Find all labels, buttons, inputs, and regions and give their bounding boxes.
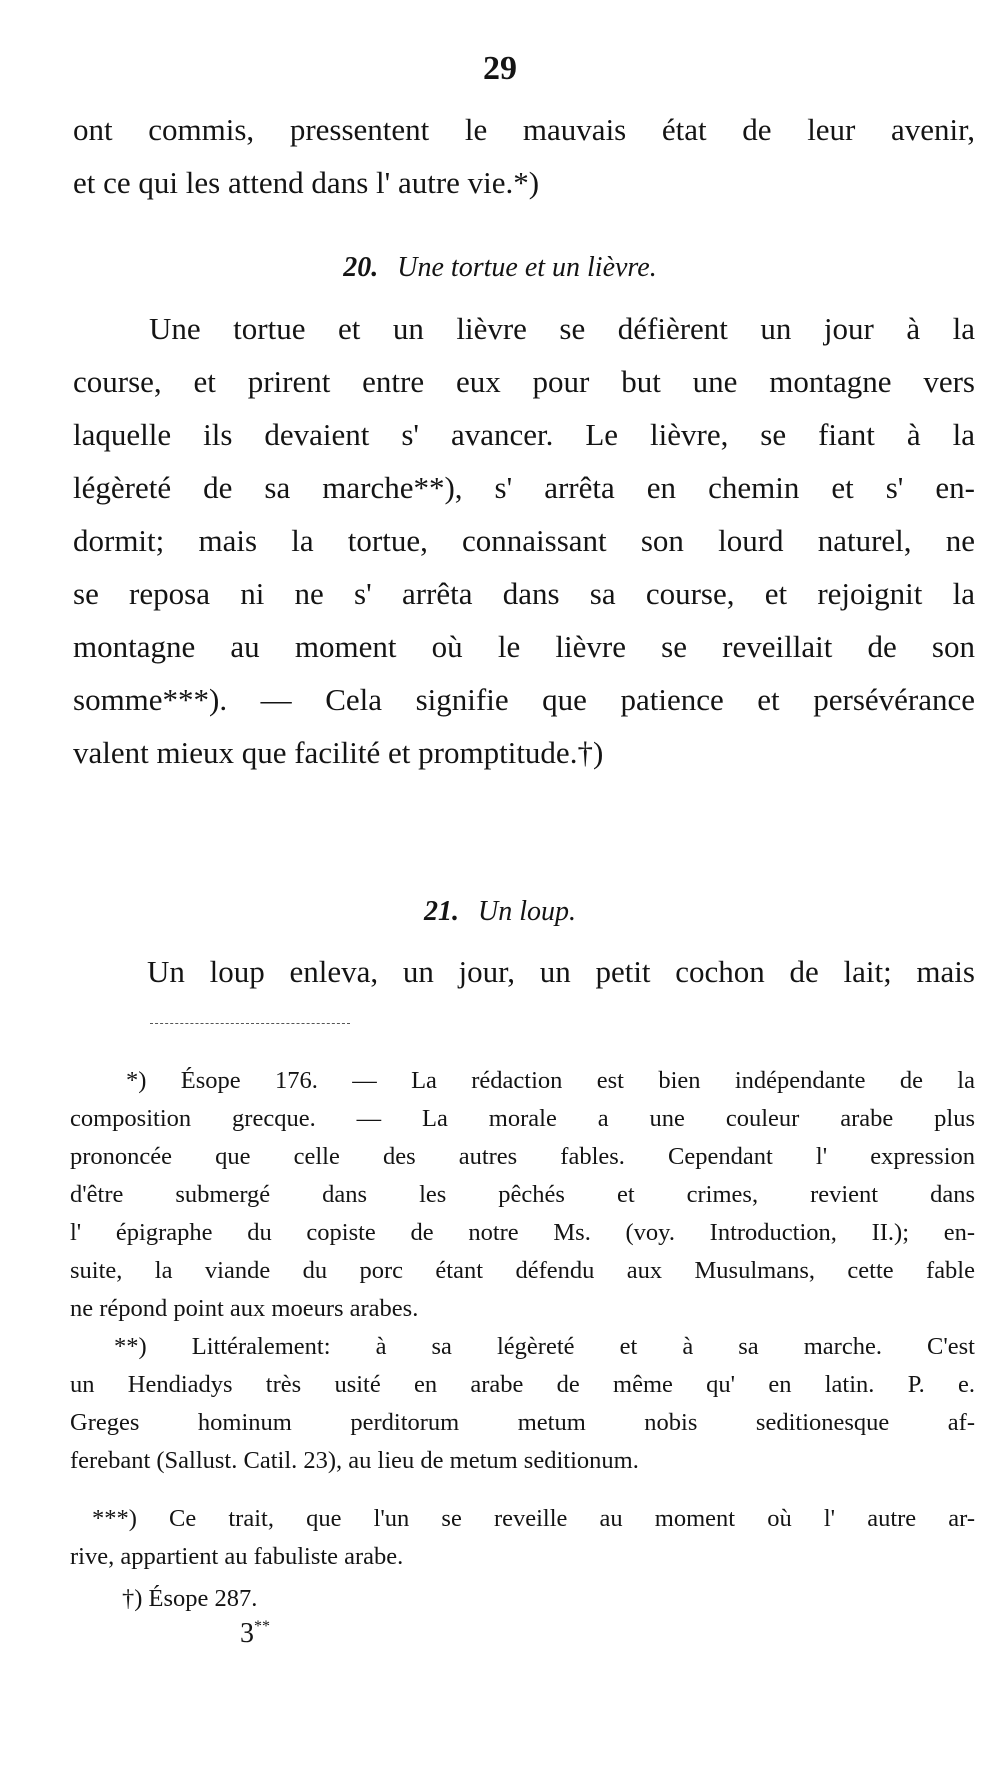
text-line: se reposa ni ne s' arrêta dans sa course, et rejoignit la: [73, 576, 975, 611]
footnote-line: **) Littéralement: à sa légèreté et à sa marche. C'est: [114, 1333, 975, 1360]
footnote-line: ***) Ce trait, que l'un se reveille au moment où l' autre ar-: [92, 1505, 975, 1532]
fable-20-body: [73, 302, 975, 779]
footnote-line: l' épigraphe du copiste de notre Ms. (voy. Introduction, II.); en-: [70, 1219, 975, 1246]
signature-mark: [240, 1618, 270, 1650]
fable-21-body: [147, 945, 975, 998]
footnote-line: Greges hominum perditorum metum nobis seditionesque af-: [70, 1409, 975, 1436]
intro-paragraph: [73, 103, 975, 209]
footnote-separator: [150, 1023, 350, 1024]
footnote-line: †) Ésope 287.: [122, 1585, 258, 1612]
text-line: valent mieux que facilité et promptitude.†): [73, 735, 604, 770]
page-number: 29: [483, 50, 517, 87]
text-line: dormit; mais la tortue, connaissant son lourd naturel, ne: [73, 523, 975, 558]
fable-21-title: Un loup.: [478, 896, 576, 927]
text-line: montagne au moment où le lièvre se reveillait de son: [73, 629, 975, 664]
footnote-line: rive, appartient au fabuliste arabe.: [70, 1543, 404, 1570]
signature-number: 3: [240, 1618, 254, 1649]
footnote-1: [70, 1062, 975, 1328]
signature-stars: **: [254, 1618, 270, 1635]
fable-20-title: Une tortue et un lièvre.: [397, 252, 657, 283]
text-line: Un loup enleva, un jour, un petit cochon de lait; mais: [147, 954, 975, 989]
footnote-3: [70, 1500, 975, 1576]
footnote-line: d'être submergé dans les pêchés et crimes, revient dans: [70, 1181, 975, 1208]
fable-21-heading: [0, 894, 1000, 930]
text-line: course, et prirent entre eux pour but une montagne vers: [73, 364, 975, 399]
footnote-line: *) Ésope 176. — La rédaction est bien indépendante de la: [126, 1067, 975, 1094]
text-line: et ce qui les attend dans l' autre vie.*): [73, 165, 540, 200]
footnote-line: ne répond point aux moeurs arabes.: [70, 1295, 419, 1322]
text-line: légèreté de sa marche**), s' arrêta en chemin et s' en-: [73, 470, 975, 505]
footnote-line: un Hendiadys très usité en arabe de même qu' en latin. P. e.: [70, 1371, 975, 1398]
footnote-line: prononcée que celle des autres fables. Cependant l' expression: [70, 1143, 975, 1170]
footnote-line: ferebant (Sallust. Catil. 23), au lieu de metum seditionum.: [70, 1447, 639, 1474]
footnote-2: [70, 1328, 975, 1480]
text-line: ont commis, pressentent le mauvais état de leur avenir,: [73, 112, 975, 147]
text-line: laquelle ils devaient s' avancer. Le lièvre, se fiant à la: [73, 417, 975, 452]
fable-20-heading: [0, 250, 1000, 286]
footnote-line: suite, la viande du porc étant défendu aux Musulmans, cette fable: [70, 1257, 975, 1284]
fable-21-number: 21.: [424, 896, 459, 927]
footnote-4: [70, 1580, 975, 1618]
text-line: somme***). — Cela signifie que patience et persévérance: [73, 682, 975, 717]
text-line: Une tortue et un lièvre se défièrent un jour à la: [149, 311, 975, 346]
fable-20-number: 20.: [343, 252, 379, 283]
footnote-line: composition grecque. — La morale a une couleur arabe plus: [70, 1105, 975, 1132]
